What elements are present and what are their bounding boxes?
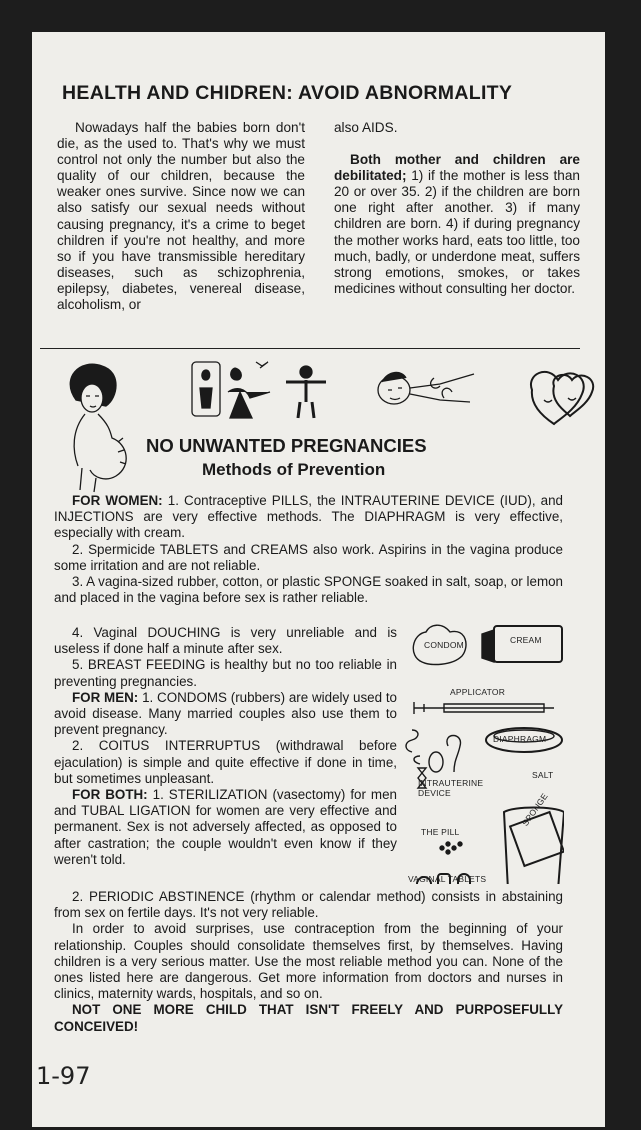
women-paragraph-2: 2. Spermicide TABLETS and CREAMS also work. Aspirins in the vagina produce some irritation and are not reliable.	[54, 541, 563, 573]
methods-left-block	[54, 625, 397, 868]
label-condom: CONDOM	[424, 640, 464, 650]
label-iud: INTRAUTERINE DEVICE	[418, 778, 484, 798]
both-paragraph-1	[54, 787, 397, 868]
men-text-1: 1. CONDOMS (rubbers) are widely used to avoid disease. Many married couples also use them to prevent pregnancy.	[54, 689, 398, 738]
label-sponge: SPONGE	[520, 791, 550, 828]
men-paragraph-2: 2. COITUS INTERRUPTUS (withdrawal before ejaculation) is simple and quite effective if done in time, but sometimes unpleasant.	[54, 738, 397, 786]
label-salt: SALT	[532, 770, 554, 780]
women-methods-block	[54, 493, 563, 606]
debilitated-text: 1) if the mother is less than 20 or over 35. 2) if the children are born one right after another. 3) if many children are born. 4) if during pregnancy the mother works hard, eats too little, too much, badly, or underdone meat, suffers strong emotions, smokes, or takes medicines without consulting her doctor.	[334, 168, 580, 296]
both-label: FOR BOTH:	[72, 787, 148, 803]
women-label: FOR WOMEN:	[72, 493, 163, 508]
section-divider	[40, 348, 580, 349]
women-paragraph-3: 3. A vagina-sized rubber, cotton, or plastic SPONGE soaked in salt, soap, or lemon and placed in the vagina before sex is rather reliable.	[54, 574, 563, 606]
men-label: FOR MEN:	[72, 689, 139, 705]
label-applicator: APPLICATOR	[450, 687, 506, 697]
label-the-pill: THE PILL	[421, 827, 460, 837]
page-title: HEALTH AND CHIDREN: AVOID ABNORMALITY	[62, 82, 513, 104]
closing-paragraph: In order to avoid surprises, use contraception from the beginning of your relationship. Couples should consolidate themselves first, by themselves. Having children is a very serious matter. Use the most reliable method you can. None of the ones listed here are dangerous. Get more information from doctors and nurses in clinics, maternity wards, hospitals, and so on.	[54, 921, 563, 1002]
women-paragraph-5: 5. BREAST FEEDING is healthy but no too reliable in preventing pregnancies.	[54, 657, 397, 689]
final-slogan: NOT ONE MORE CHILD THAT ISN'T FREELY AND PURPOSEFULLY CONCEIVED!	[54, 1002, 563, 1034]
debilitated-heading: Both mother and children are debilitated;	[334, 152, 580, 184]
closing-block	[54, 889, 563, 1035]
section-subtitle: Methods of Prevention	[202, 460, 386, 479]
intro-right-column	[334, 120, 580, 297]
leaflet-page	[32, 32, 605, 1127]
label-cream: CREAM	[510, 635, 542, 645]
intro-left-column	[57, 120, 305, 313]
intro-left-text: Nowadays half the babies born don't die, as the used to. That's why we must control not only the number but also the quality of our children, because the weaker ones survive. Since now we can also satisfy our sexual needs without causing pregnancy, it's a crime to beget children if you're not healthy, and more so if you have transmissible hereditary diseases, such as schizophrenia, epilepsy, diabetes, venereal disease, alcoholism, or	[57, 120, 305, 313]
debilitated-paragraph	[334, 152, 580, 297]
label-diaphragm: DIAPHRAGM	[493, 734, 547, 744]
intro-right-first: also AIDS.	[334, 120, 398, 135]
section-title: NO UNWANTED PREGNANCIES	[146, 435, 427, 456]
label-vaginal-tablets: VAGINAL TABLETS	[408, 874, 487, 884]
both-text-1: 1. STERILIZATION (vasectomy) for men and TUBAL LIGATION for women are very effective and permanent. Sex is not adversely affected, as opposed to after castration; the couple wouldn't even know if they weren't told.	[54, 787, 397, 867]
handwritten-note: 1-97	[36, 1062, 91, 1090]
both-paragraph-2: 2. PERIODIC ABSTINENCE (rhythm or calendar method) consists in abstaining from sex on fertile days. It's not very reliable.	[54, 889, 563, 921]
women-text-1: 1. Contraceptive PILLS, the INTRAUTERINE DEVICE (IUD), and INJECTIONS are very effective methods. The DIAPHRAGM is very effective, especially with cream.	[54, 493, 563, 541]
contraceptive-devices-diagram	[404, 622, 564, 884]
women-paragraph-1	[54, 493, 563, 542]
women-paragraph-4: 4. Vaginal DOUCHING is very unreliable and is useless if done half a minute after sex.	[54, 625, 397, 657]
men-paragraph-1	[54, 690, 397, 739]
